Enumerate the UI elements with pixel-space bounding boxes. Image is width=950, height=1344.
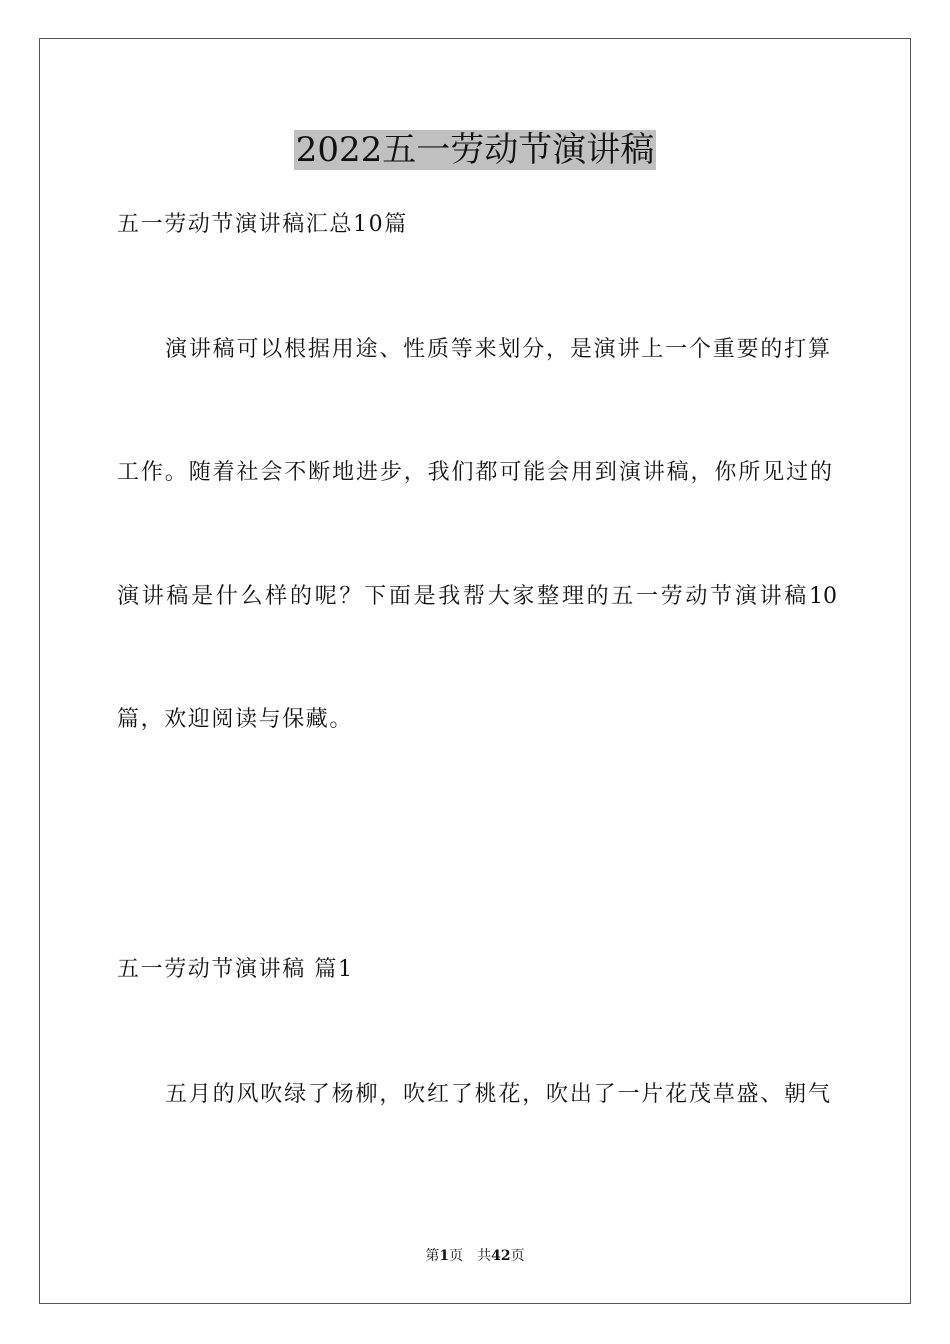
footer-page-suffix: 页 [449,1248,464,1264]
document-title [0,128,950,172]
document-subtitle: 五一劳动节演讲稿汇总10篇 [117,212,408,237]
section-line-1: 五月的风吹绿了杨柳，吹红了桃花，吹出了一片花茂草盛、朝气 [165,1082,830,1107]
document-title-text: 2022五一劳动节演讲稿 [295,130,655,170]
page-footer [0,1246,950,1266]
intro-line-2: 工作。随着社会不断地进步，我们都可能会用到演讲稿，你所见过的 [117,460,832,485]
section-heading: 五一劳动节演讲稿 篇1 [117,957,354,982]
intro-line-1: 演讲稿可以根据用途、性质等来划分，是演讲上一个重要的打算 [165,337,830,362]
intro-line-4: 篇，欢迎阅读与保藏。 [117,707,354,732]
footer-page-prefix: 第 [425,1248,440,1264]
footer-total-prefix: 共 [477,1248,492,1264]
intro-line-3: 演讲稿是什么样的呢？下面是我帮大家整理的五一劳动节演讲稿10 [117,584,837,609]
footer-total-suffix: 页 [510,1248,525,1264]
footer-page-current: 1 [439,1248,450,1264]
footer-page-total: 42 [491,1248,511,1264]
